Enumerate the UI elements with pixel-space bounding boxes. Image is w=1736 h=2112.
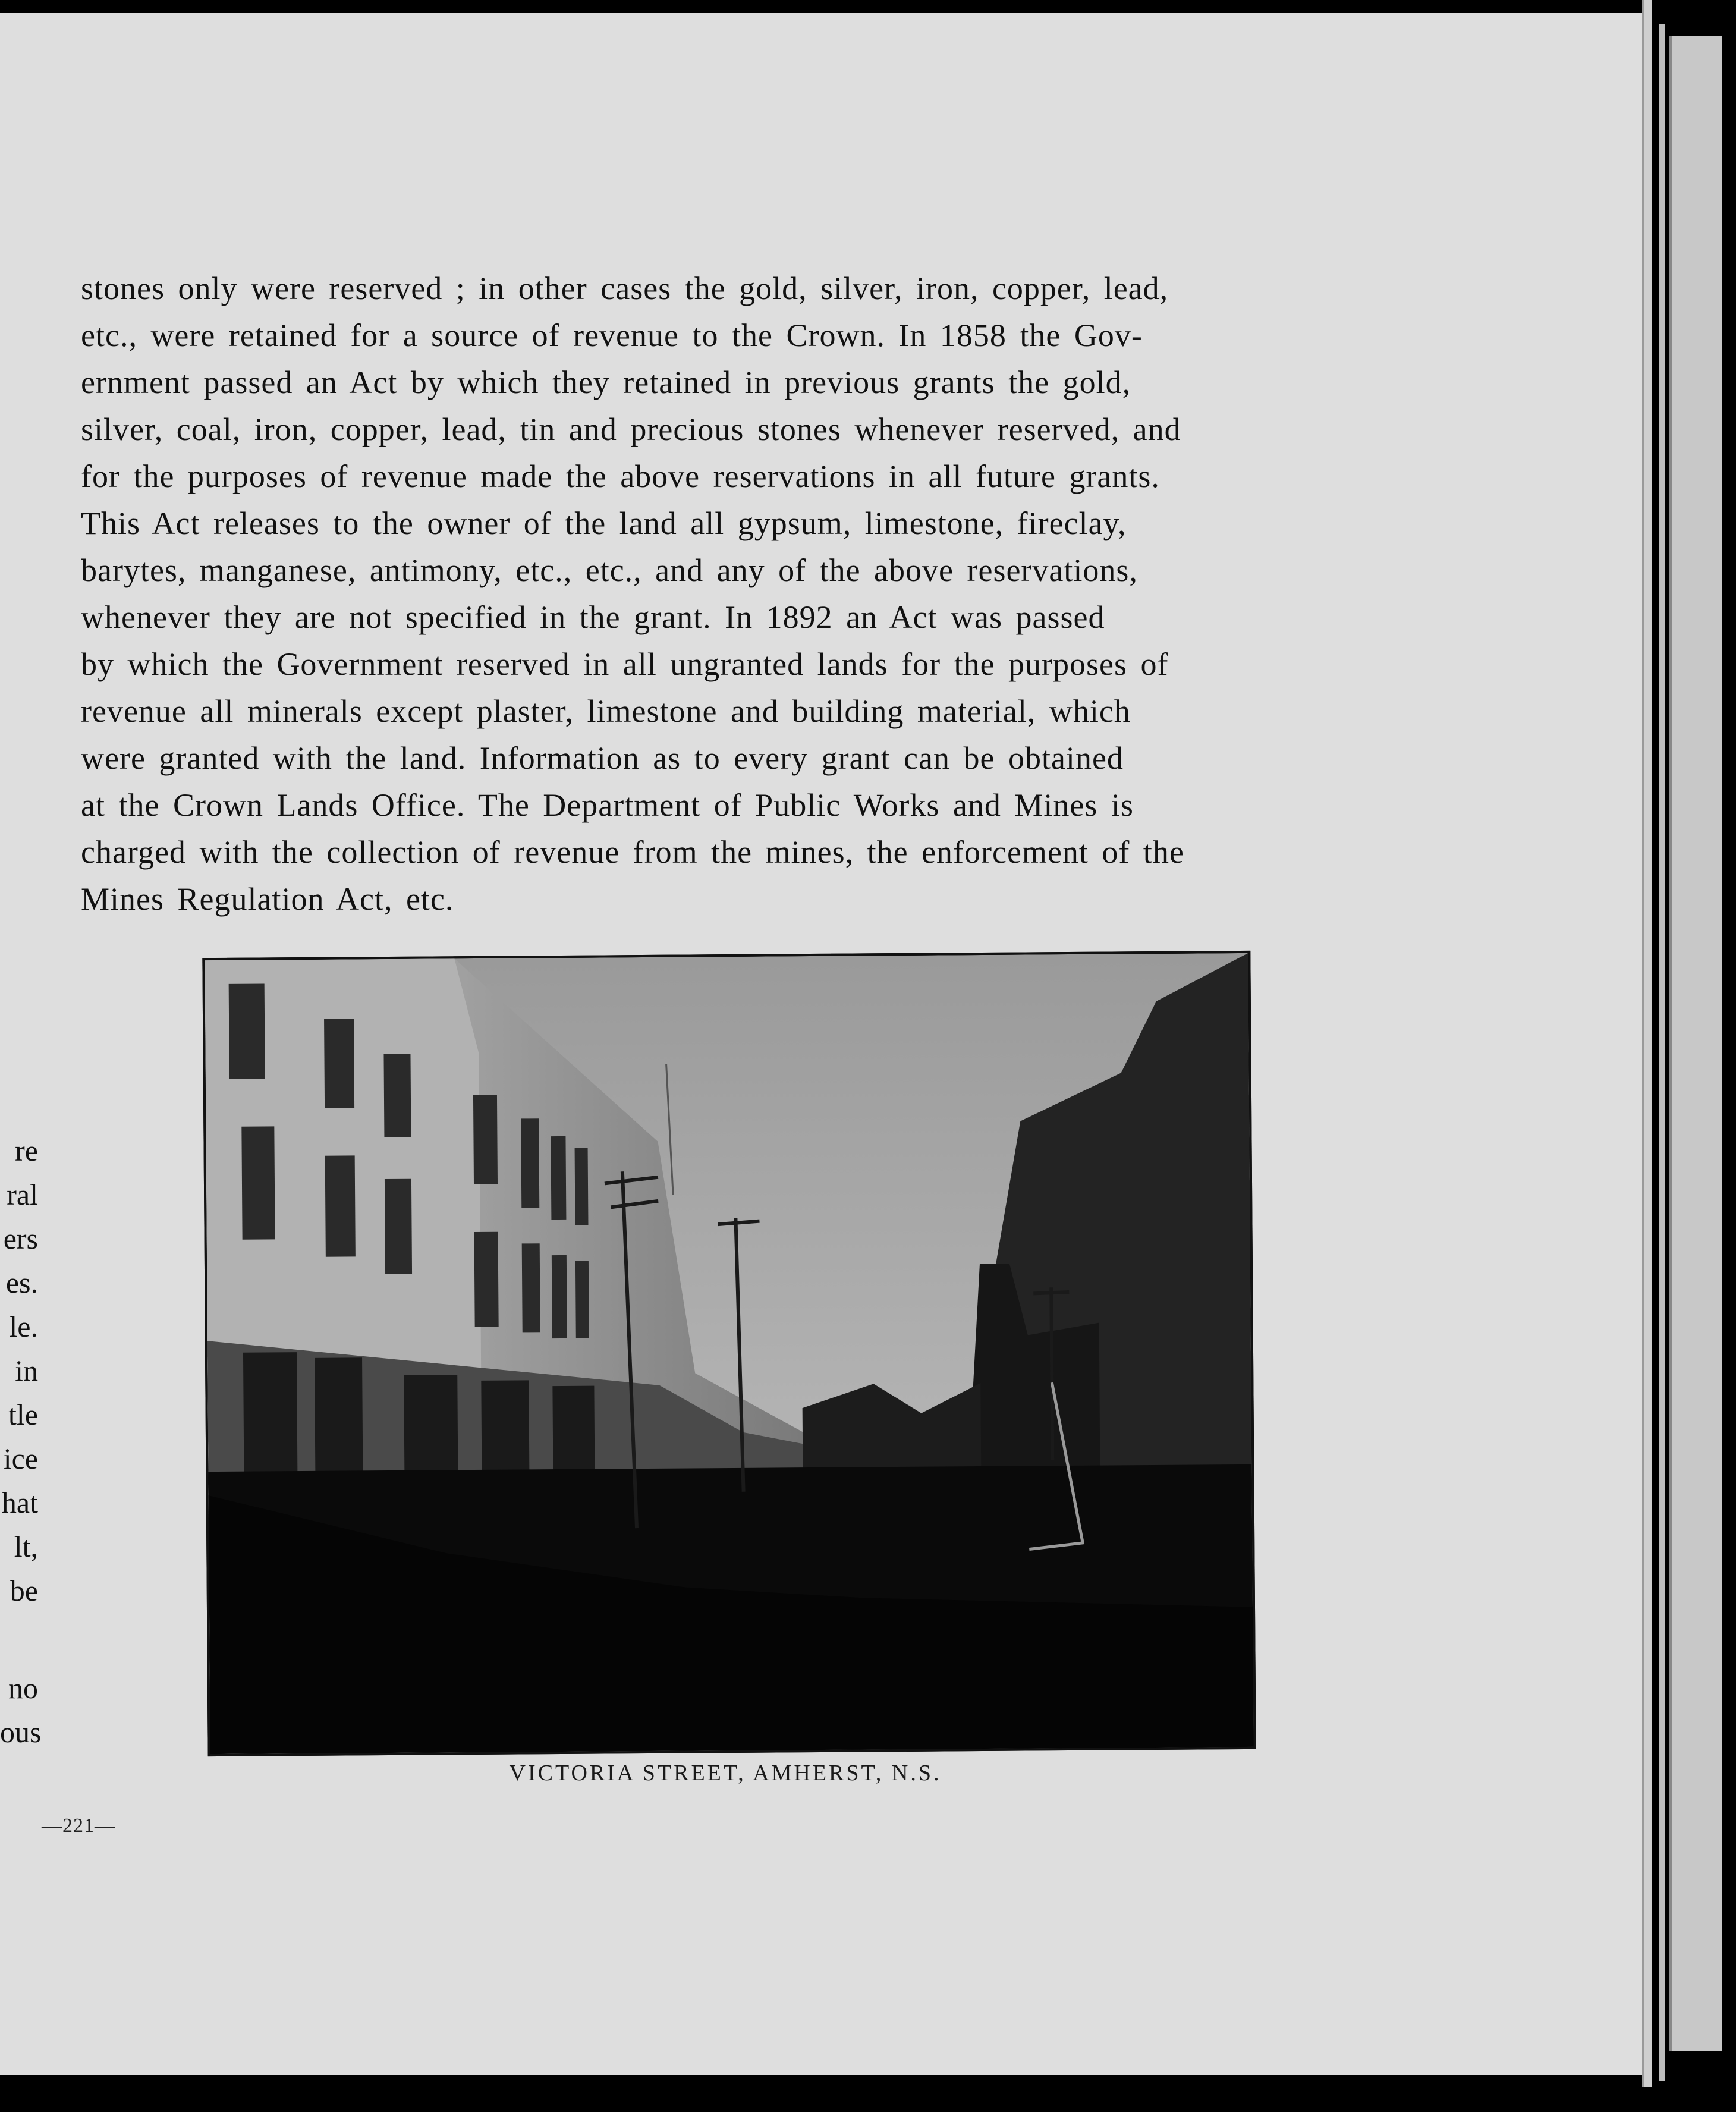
text-line: silver, coal, iron, copper, lead, tin and precious stones whenever reserved, and <box>81 411 1181 447</box>
fragment-text: le. <box>9 1310 38 1343</box>
text-line: charged with the collection of revenue from the mines, the enforcement of the <box>81 834 1184 870</box>
text-line: etc., were retained for a source of revenue to the Crown. In 1858 the Gov- <box>81 318 1143 353</box>
fragment-text: lt, <box>14 1530 38 1563</box>
text-line: whenever they are not specified in the grant. In 1892 an Act was passed <box>81 599 1105 635</box>
street-scene-image <box>205 953 1253 1754</box>
text-line: barytes, manganese, antimony, etc., etc., and any of the above reservations, <box>81 552 1138 588</box>
fragment-text: no <box>8 1671 38 1705</box>
body-paragraph <box>81 265 1341 923</box>
page-edge <box>1659 24 1665 2081</box>
fragment-text: ice <box>3 1442 38 1475</box>
page-edge <box>1669 36 1722 2051</box>
fragment-text: in <box>15 1354 38 1387</box>
text-line: ernment passed an Act by which they retained in previous grants the gold, <box>81 364 1131 400</box>
page-edge <box>1642 0 1652 2087</box>
page-number: —221— <box>42 1815 115 1837</box>
text-line: for the purposes of revenue made the above reservations in all future grants. <box>81 458 1160 494</box>
fragment-text: es. <box>5 1266 38 1299</box>
street-photograph <box>202 951 1256 1756</box>
fragment-text: re <box>15 1134 38 1167</box>
fragment-text: be <box>10 1574 38 1607</box>
text-line: This Act releases to the owner of the land all gypsum, limestone, fireclay, <box>81 505 1127 541</box>
text-line: revenue all minerals except plaster, limestone and building material, which <box>81 693 1131 729</box>
fragment-text: ous <box>0 1715 42 1749</box>
text-line: were granted with the land. Information as to every grant can be obtained <box>81 740 1124 776</box>
facing-page-fragments <box>0 1129 42 1754</box>
text-line: at the Crown Lands Office. The Department of Public Works and Mines is <box>81 787 1134 823</box>
text-line: Mines Regulation Act, etc. <box>81 881 454 917</box>
fragment-text: ral <box>7 1178 38 1211</box>
fragment-text: ers <box>3 1222 38 1255</box>
text-line: by which the Government reserved in all ungranted lands for the purposes of <box>81 646 1169 682</box>
text-line: stones only were reserved ; in other cases the gold, silver, iron, copper, lead, <box>81 271 1169 306</box>
fragment-text: hat <box>1 1486 38 1519</box>
fragment-text: tle <box>8 1398 38 1431</box>
photo-caption: VICTORIA STREET, AMHERST, N.S. <box>509 1761 942 1786</box>
